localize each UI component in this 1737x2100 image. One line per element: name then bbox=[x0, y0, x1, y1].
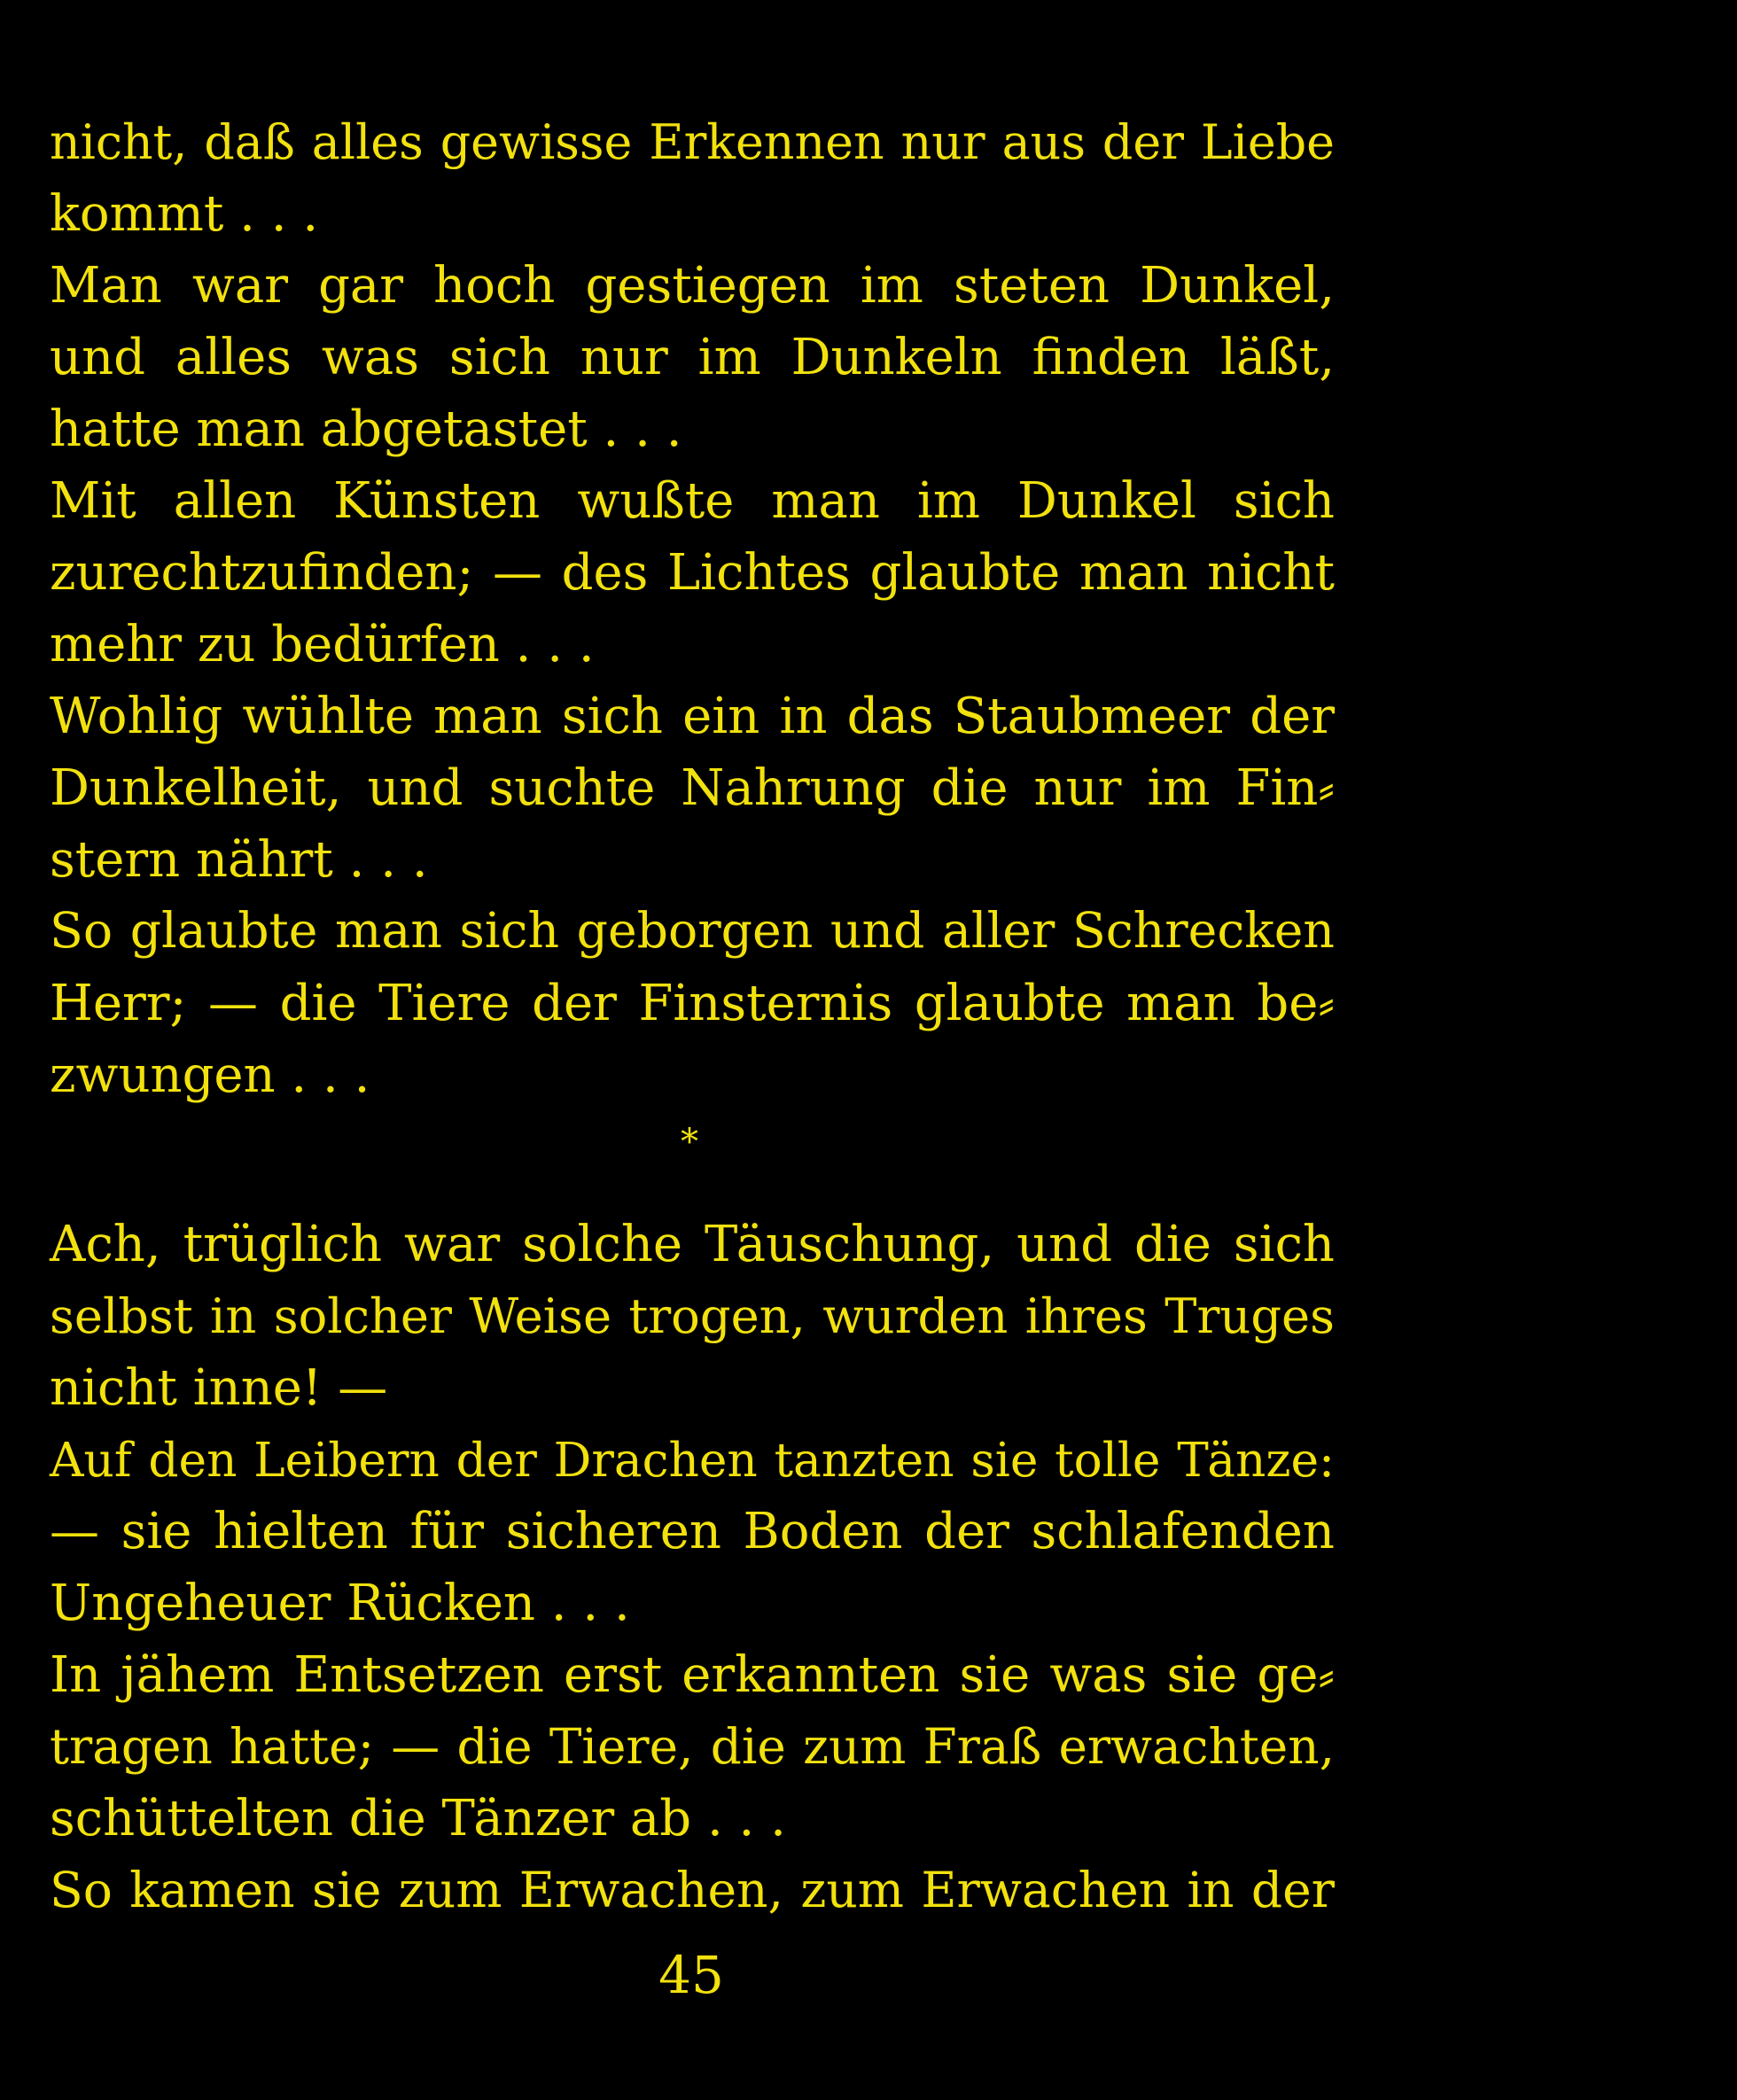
text-line: Ach, trüglich war solche Täuschung, und die sich bbox=[50, 1216, 1335, 1273]
paragraph bbox=[50, 250, 1335, 465]
paragraph bbox=[50, 1209, 1335, 1424]
text-line: Herr; — die Tiere der Finsternis glaubte man be⸗ bbox=[50, 975, 1335, 1032]
asterisk-separator: * bbox=[681, 1122, 698, 1163]
text-line: schüttelten die Tänzer ab . . . bbox=[50, 1790, 786, 1847]
text-line: nicht inne! — bbox=[50, 1359, 388, 1417]
text-line: selbst in solcher Weise trogen, wurden ihres Truges bbox=[50, 1288, 1335, 1344]
text-line: hatte man abgetastet . . . bbox=[50, 401, 682, 458]
text-line: Auf den Leibern der Drachen tanzten sie tolle Tänze: bbox=[50, 1432, 1335, 1488]
text-line: Ungeheuer Rücken . . . bbox=[50, 1575, 630, 1632]
text-line: mehr zu bedürfen . . . bbox=[50, 616, 595, 673]
text-line: Dunkelheit, und suchte Nahrung die nur im Fin⸗ bbox=[50, 759, 1335, 817]
section-separator bbox=[50, 1111, 1335, 1209]
text-line: Mit allen Künsten wußte man im Dunkel sich bbox=[50, 472, 1335, 530]
text-line: Wohlig wühlte man sich ein in das Staubmeer der bbox=[50, 688, 1335, 745]
page-number: 45 bbox=[658, 1945, 724, 2005]
text-line: nicht, daß alles gewisse Erkennen nur aus der Liebe bbox=[50, 114, 1335, 170]
text-line: — sie hielten für sicheren Boden der schlafenden bbox=[50, 1503, 1335, 1560]
text-line: zwungen . . . bbox=[50, 1046, 370, 1104]
paragraph bbox=[50, 1424, 1335, 1639]
paragraph bbox=[50, 681, 1335, 896]
text-line: und alles was sich nur im Dunkeln finden läßt, bbox=[50, 329, 1335, 386]
text-line: Man war gar hoch gestiegen im steten Dunkel, bbox=[50, 257, 1335, 315]
paragraph bbox=[50, 896, 1335, 1111]
text-line: In jähem Entsetzen erst erkannten sie was sie ge⸗ bbox=[50, 1646, 1335, 1704]
text-line: tragen hatte; — die Tiere, die zum Fraß erwachten, bbox=[50, 1718, 1335, 1775]
text-line: stern nährt . . . bbox=[50, 831, 428, 889]
text-line: So kamen sie zum Erwachen, zum Erwachen in der bbox=[50, 1862, 1335, 1918]
paragraph bbox=[50, 106, 1335, 250]
paragraph bbox=[50, 1855, 1335, 1926]
body-text bbox=[50, 106, 1335, 1926]
text-line: kommt . . . bbox=[50, 185, 319, 243]
text-line: zurechtzufinden; — des Lichtes glaubte man nicht bbox=[50, 544, 1335, 602]
paragraph bbox=[50, 1639, 1335, 1855]
text-line: So glaubte man sich geborgen und aller Schrecken bbox=[50, 903, 1335, 960]
paragraph bbox=[50, 465, 1335, 681]
